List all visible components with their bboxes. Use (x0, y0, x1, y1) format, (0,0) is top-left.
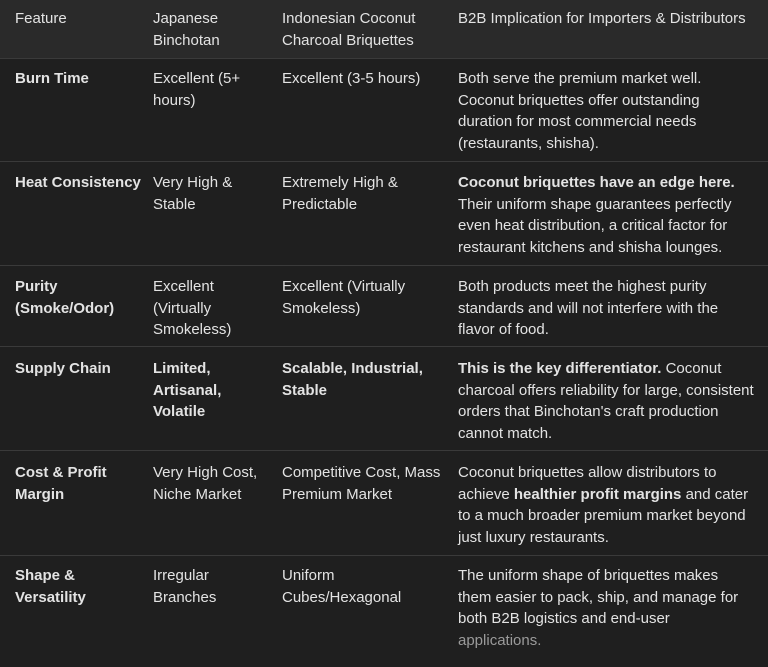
row-binchotan: Excellent (Virtually Smokeless) (153, 278, 232, 338)
implication-emphasis: Coconut briquettes have an edge here. (458, 174, 735, 191)
row-implication: Both products meet the highest purity standards and will not interfere with the flavor of food. (458, 278, 719, 338)
implication-text: The uniform shape of briquettes makes them easier to pack, ship, and manage for both B2B logistics and end-user (458, 567, 739, 627)
row-implication: Both serve the premium market well. Coconut briquettes offer outstanding duration for most commercial needs (restaurants, shisha). (458, 70, 702, 152)
row-feature: Burn Time (15, 70, 89, 87)
header-binchotan: Japanese Binchotan (153, 10, 220, 49)
implication-faded-text: applications. (458, 631, 542, 649)
implication-text: and cater to a much broader premium market beyond just luxury restaurants. (458, 485, 749, 546)
table-row (0, 347, 768, 451)
row-implication (458, 565, 754, 651)
table-row (0, 451, 768, 556)
table-row (0, 556, 768, 667)
implication-emphasis: healthier profit margins (513, 485, 682, 503)
row-feature: Cost & Profit Margin (15, 464, 107, 503)
row-binchotan: Very High Cost, Niche Market (153, 464, 258, 503)
row-coconut: Excellent (3-5 hours) (282, 70, 421, 87)
row-feature: Purity (Smoke/Odor) (15, 278, 115, 317)
implication-emphasis: This is the key differentiator. (458, 360, 662, 377)
table-header-row (0, 0, 768, 59)
row-coconut: Competitive Cost, Mass Premium Market (282, 464, 441, 503)
table-row (0, 162, 768, 266)
table-row (0, 59, 768, 162)
row-coconut: Excellent (Virtually Smokeless) (282, 278, 406, 317)
row-implication (458, 462, 754, 548)
row-binchotan: Limited, Artisanal, Volatile (153, 360, 222, 420)
row-coconut: Uniform Cubes/Hexagonal (282, 567, 402, 606)
row-implication (458, 358, 754, 444)
table-row (0, 266, 768, 347)
header-feature: Feature (15, 10, 67, 27)
row-binchotan: Very High & Stable (153, 174, 233, 213)
implication-text: Coconut briquettes allow distributors to achieve (458, 464, 717, 503)
row-feature: Supply Chain (15, 360, 111, 377)
row-implication (458, 172, 754, 258)
implication-text: Coconut charcoal offers reliability for large, consistent orders that Binchotan's craft production cannot match. (458, 360, 754, 442)
row-feature: Heat Consistency (15, 174, 141, 191)
row-coconut: Extremely High & Predictable (282, 174, 398, 213)
row-feature: Shape & Versatility (15, 567, 86, 606)
row-coconut: Scalable, Industrial, Stable (282, 360, 423, 399)
header-implication: B2B Implication for Importers & Distributors (458, 10, 746, 27)
row-binchotan: Excellent (5+ hours) (153, 70, 241, 109)
implication-text: Their uniform shape guarantees perfectly even heat distribution, a critical factor for restaurant kitchens and shisha lounges. (458, 195, 732, 256)
header-coconut: Indonesian Coconut Charcoal Briquettes (282, 10, 416, 49)
row-binchotan: Irregular Branches (153, 567, 217, 606)
